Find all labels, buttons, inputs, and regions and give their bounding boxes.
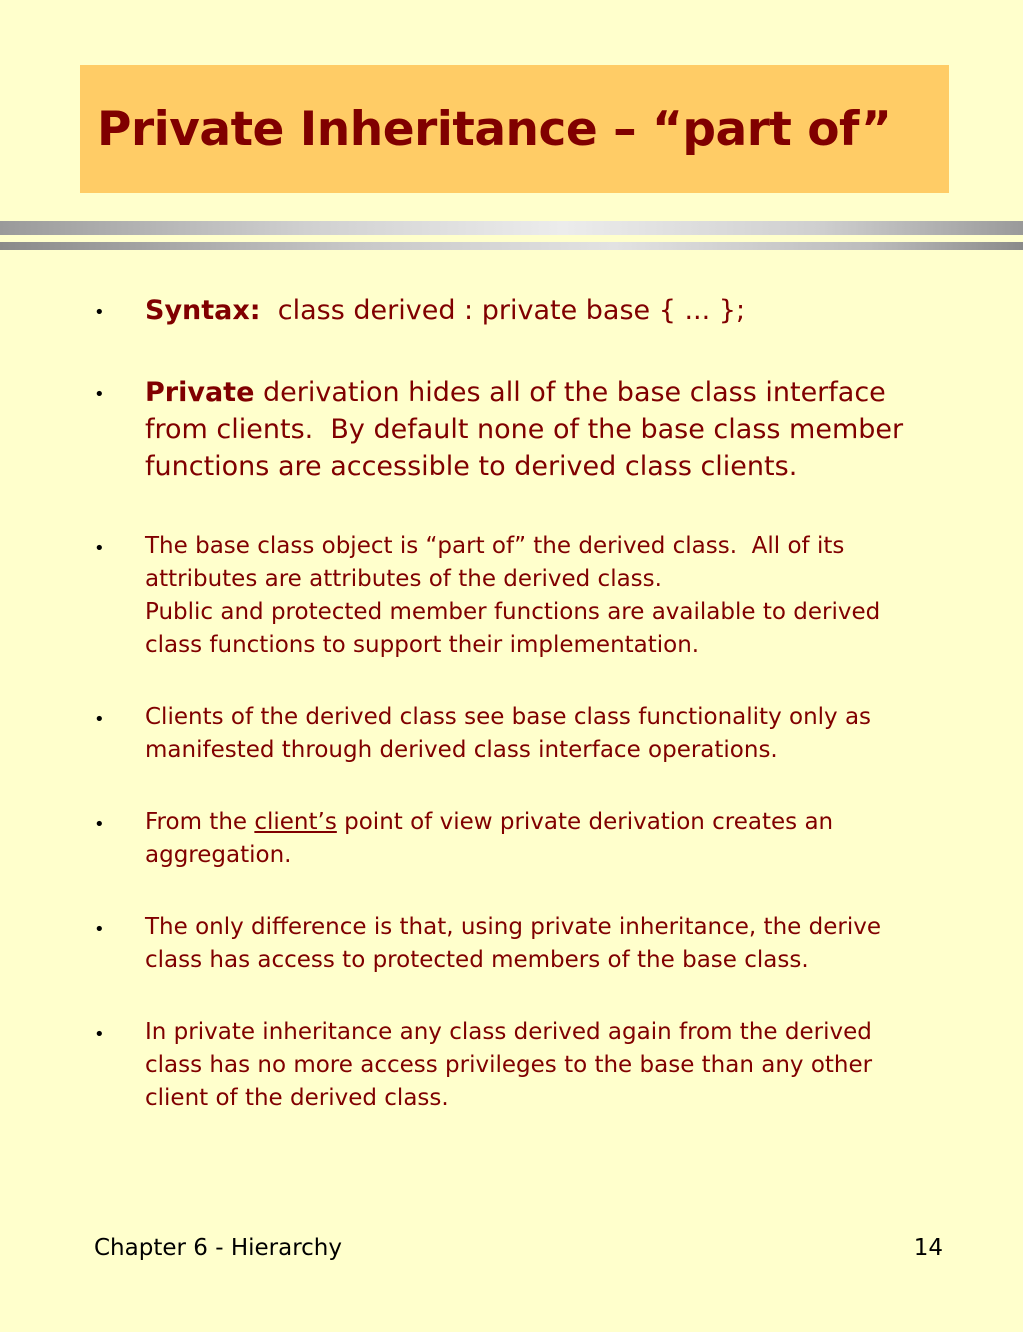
bullet-text-private	[145, 374, 935, 485]
footer-chapter: Chapter 6 - Hierarchy	[94, 1235, 342, 1261]
bullet-body: derivation hides all of the base class interface from clients. By default none of the base class member functions are accessible to derived class clients.	[145, 377, 912, 482]
bullet-body: Clients of the derived class see base class functionality only as manifested through derived class interface operations.	[145, 704, 872, 763]
bullet-marker: •	[94, 302, 105, 323]
bullet-text-syntax	[145, 292, 935, 329]
bullet-marker: •	[94, 384, 105, 405]
bullet-marker: •	[94, 814, 105, 835]
bullet-keyword: Syntax:	[145, 295, 261, 326]
divider-bottom	[0, 242, 1023, 250]
bullet-marker: •	[94, 919, 105, 940]
bullet-body: The only difference is that, using private inheritance, the derive class has access to protected members of the base class.	[145, 914, 881, 973]
bullet-line: The base class object is “part of” the derived class. All of its attributes are attributes of the derived class.	[145, 533, 852, 592]
bullet-marker: •	[94, 709, 105, 730]
bullet-suffix: point of view private derivation creates an aggregation.	[145, 809, 841, 868]
title-banner	[80, 65, 949, 193]
bullet-body: In private inheritance any class derived again from the derived class has no more access privileges to the base than any other client of the derived class.	[145, 1019, 873, 1111]
bullet-marker: •	[94, 1024, 105, 1045]
divider-top	[0, 221, 1023, 235]
bullet-text-client-view	[145, 806, 935, 872]
bullet-marker: •	[94, 538, 105, 559]
bullet-body: class derived : private base { ... };	[260, 295, 746, 326]
bullet-line: Public and protected member functions are available to derived class functions to support their implementation.	[145, 599, 881, 658]
bullet-text-part-of	[145, 530, 935, 662]
footer-page-number: 14	[913, 1235, 943, 1261]
client-link[interactable]: client’s	[254, 809, 337, 835]
bullet-keyword: Private	[145, 377, 255, 408]
slide-title: Private Inheritance – “part of”	[97, 101, 892, 157]
bullet-prefix: From the	[145, 809, 255, 835]
